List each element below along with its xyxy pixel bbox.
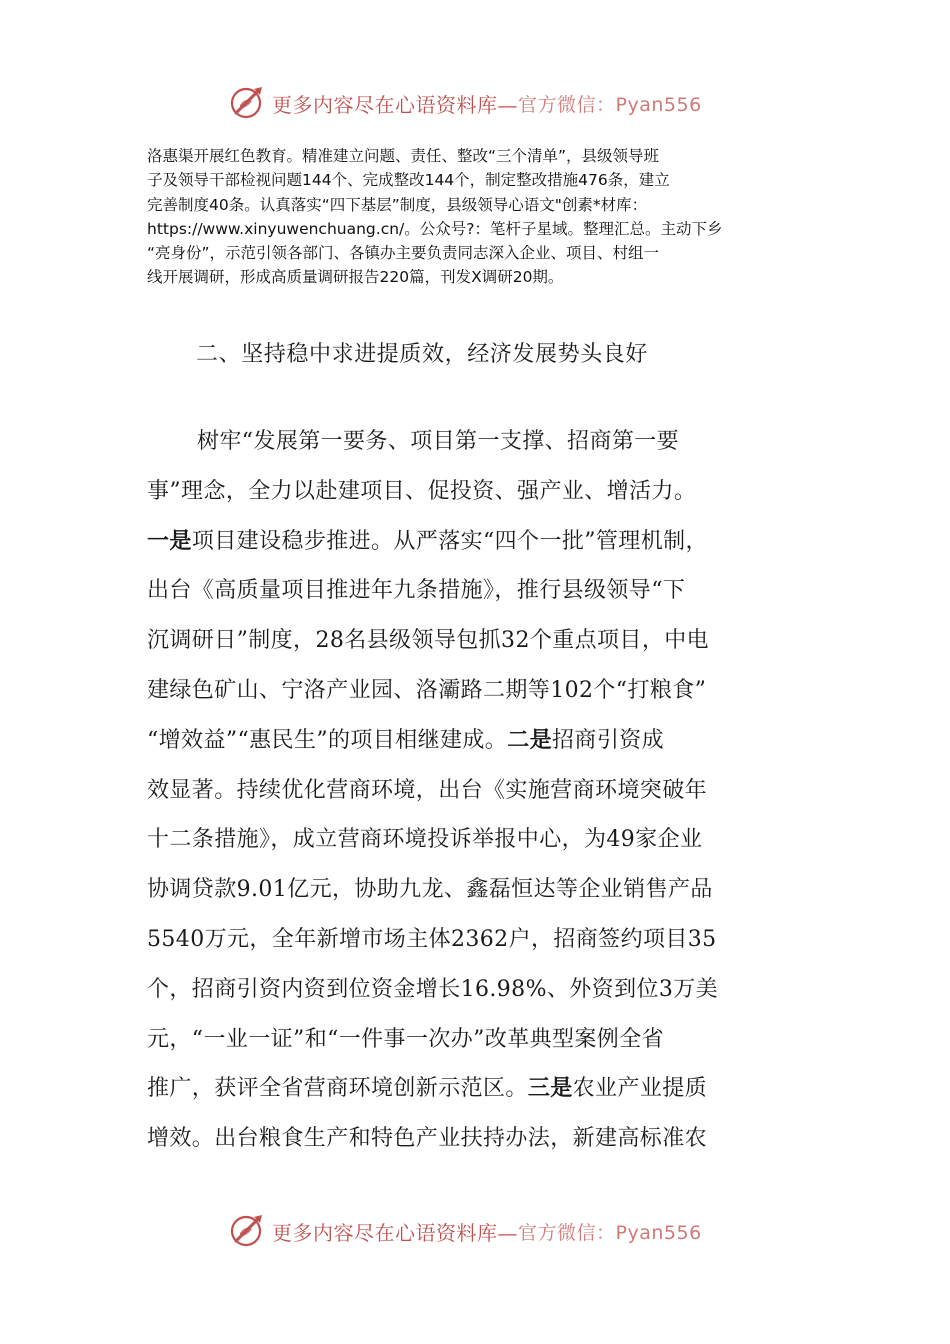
body-line: 协调贷款9.01亿元，协助九龙、鑫磊恒达等企业销售产品: [147, 877, 713, 903]
body-paragraph: [147, 417, 807, 1164]
top-paragraph-line: 完善制度40条。认真落实“四下基层”制度，县级领导心语文"创素*材库：: [147, 195, 648, 214]
body-line: 个，招商引资内资到位资金增长16.98%、外资到位3万美: [147, 976, 719, 1002]
body-line: 元，“一业一证”和“一件事一次办”改革典型案例全省: [147, 1026, 664, 1052]
footer-banner: [228, 1208, 748, 1254]
body-line: 十二条措施》，成立营商环境投诉举报中心，为49家企业: [147, 827, 703, 853]
lead-marker: 三是: [527, 1075, 573, 1102]
section-heading: 二、坚持稳中求进提质效，经济发展势头良好: [196, 342, 649, 367]
pen-logo-icon: [228, 1211, 268, 1251]
body-line-text: 项目建设稳步推进。从严落实“四个一批”管理机制，: [191, 528, 708, 554]
body-line: [147, 1064, 807, 1114]
top-paragraph-line: 线开展调研，形成高质量调研报告220篇，刊发X调研20期。: [147, 268, 564, 287]
body-line: 建绿色矿山、宁洛产业园、洛灞路二期等102个“打粮食”: [147, 677, 707, 703]
body-line: 效显著。持续优化营商环境，出台《实施营商环境突破年: [147, 777, 708, 803]
lead-marker: 一是: [147, 527, 192, 554]
body-line: 出台《高质量项目推进年九条措施》，推行县级领导“下: [147, 578, 686, 604]
top-paragraph: [147, 144, 807, 290]
body-line: 树牢“发展第一要务、项目第一支撑、招商第一要: [197, 429, 680, 454]
body-line: 5540万元，全年新增市场主体2362户，招商签约项目35: [147, 926, 717, 952]
top-paragraph-line: 子及领导干部检视问题144个、完成整改144个，制定整改措施476条，建立: [147, 171, 670, 190]
body-line-text: 推广，获评全省营商环境创新示范区。: [147, 1076, 528, 1102]
top-paragraph-line: 洛惠渠开展红色教育。精准建立问题、责任、整改“三个清单”，县级领导班: [147, 147, 660, 165]
banner-text-main: 更多内容尽在心语资料库—: [272, 1220, 518, 1245]
body-line: [147, 716, 807, 766]
body-line: 事”理念，全力以赴建项目、促投资、强产业、增活力。: [147, 478, 697, 504]
body-line: 增效。出台粮食生产和特色产业扶持办法，新建高标准农: [147, 1126, 708, 1152]
top-paragraph-line: “亮身份”，示范引领各部门、各镇办主要负责同志深入企业、项目、村组一: [147, 244, 660, 263]
body-line: [147, 517, 807, 567]
header-banner: [228, 80, 748, 126]
body-line-text: 农业产业提质: [572, 1076, 708, 1102]
body-line-text: 招商引资成: [552, 727, 665, 753]
pen-logo-icon: [228, 83, 268, 123]
body-line-text: “增效益”“惠民生”的项目相继建成。: [147, 727, 508, 753]
body-line: 沉调研日”制度，28名县级领导包抓32个重点项目，中电: [147, 628, 710, 654]
top-paragraph-line: https://www.xinyuwenchuang.cn/。公众号?：笔杆子星域。整理汇总。主动下乡: [147, 219, 723, 238]
banner-text-sub: 官方微信：Pyan556: [518, 93, 702, 116]
banner-text-main: 更多内容尽在心语资料库—: [272, 92, 518, 117]
lead-marker: 二是: [507, 726, 553, 753]
banner-text-sub: 官方微信：Pyan556: [518, 1221, 702, 1244]
